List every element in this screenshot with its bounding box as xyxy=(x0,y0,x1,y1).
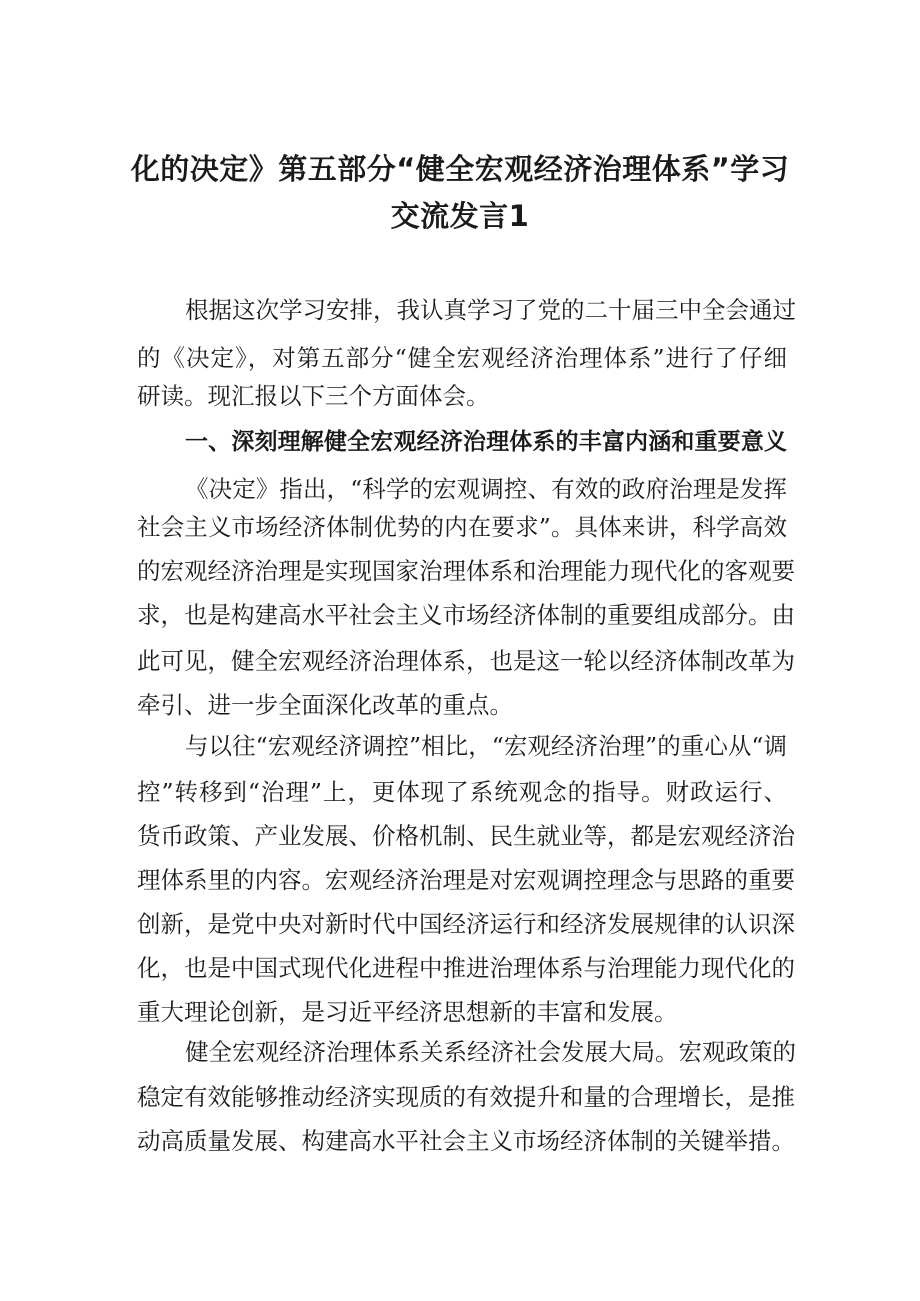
section-heading-1: 一、深刻理解健全宏观经济治理体系的丰富内涵和重要意义 xyxy=(185,429,787,455)
paragraph-2-line: 理体系里的内容。宏观经济治理是对宏观调控理念与思路的重要 xyxy=(137,866,795,894)
paragraph-2-line: 控”转移到“治理”上，更体现了系统观念的指导。财政运行、 xyxy=(137,778,787,806)
paragraph-1-line: 求，也是构建高水平社会主义市场经济体制的重要组成部分。由 xyxy=(137,601,795,629)
paragraph-2-line: 重大理论创新，是习近平经济思想新的丰富和发展。 xyxy=(137,998,678,1026)
paragraph-2-line: 货币政策、产业发展、价格机制、民生就业等，都是宏观经济治 xyxy=(137,822,795,850)
intro-line: 的《决定》，对第五部分“健全宏观经济治理体系”进行了仔细 xyxy=(137,344,787,372)
document-title-line-1: 化的决定》第五部分“健全宏观经济治理体系”学习 xyxy=(130,152,790,186)
paragraph-1-line: 社会主义市场经济体制优势的内在要求”。具体来讲，科学高效 xyxy=(137,513,787,541)
paragraph-3-line: 健全宏观经济治理体系关系经济社会发展大局。宏观政策的 xyxy=(185,1038,796,1066)
paragraph-3-line: 动高质量发展、构建高水平社会主义市场经济体制的关键举措。 xyxy=(137,1127,795,1155)
paragraph-1-line: 牵引、进一步全面深化改革的重点。 xyxy=(137,691,513,719)
document-title-line-2: 交流发言1 xyxy=(390,199,530,233)
paragraph-1-line: 此可见，健全宏观经济治理体系，也是这一轮以经济体制改革为 xyxy=(137,647,795,675)
paragraph-1-line: 的宏观经济治理是实现国家治理体系和治理能力现代化的客观要 xyxy=(137,557,795,585)
paragraph-3-line: 稳定有效能够推动经济实现质的有效提升和量的合理增长，是推 xyxy=(137,1083,795,1111)
paragraph-2-line: 化，也是中国式现代化进程中推进治理体系与治理能力现代化的 xyxy=(137,954,795,982)
intro-line: 根据这次学习安排，我认真学习了党的二十届三中全会通过 xyxy=(185,296,796,324)
paragraph-2-line: 创新，是党中央对新时代中国经济运行和经济发展规律的认识深 xyxy=(137,910,795,938)
intro-line: 研读。现汇报以下三个方面体会。 xyxy=(137,382,490,410)
paragraph-2-line: 与以往“宏观经济调控”相比，“宏观经济治理”的重心从“调 xyxy=(185,732,787,760)
paragraph-1-line: 《决定》指出，“科学的宏观调控、有效的政府治理是发挥 xyxy=(185,475,787,503)
